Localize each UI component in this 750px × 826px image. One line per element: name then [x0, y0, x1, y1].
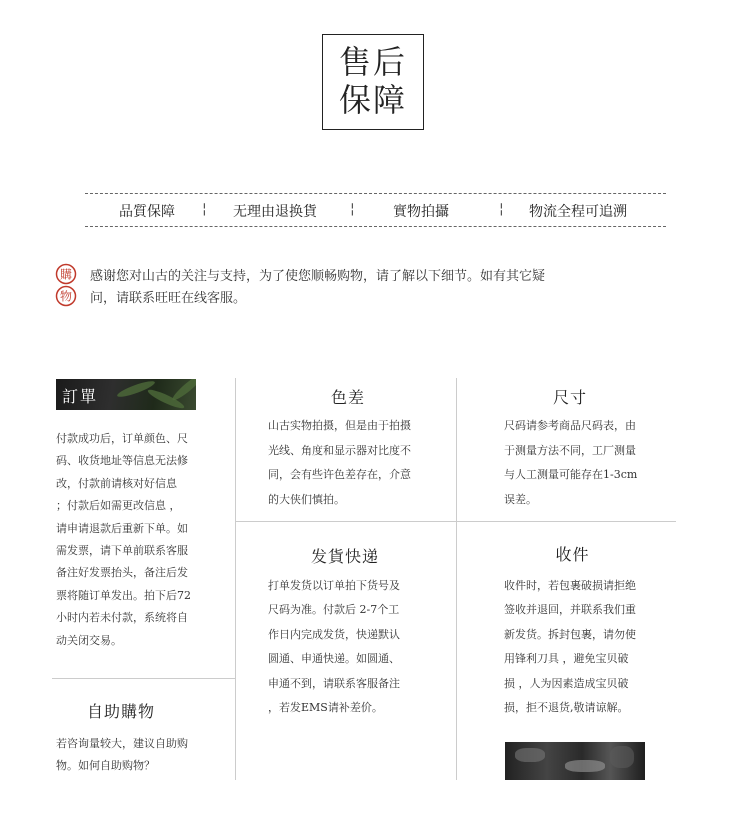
- svg-text:物: 物: [59, 289, 73, 304]
- receipt-text: [504, 574, 669, 720]
- color-diff-text: [268, 414, 448, 512]
- shipping-text: [268, 574, 448, 720]
- size-title: 尺寸: [552, 388, 587, 407]
- intro-line-2: 问，请联系旺旺在线客服。: [90, 291, 247, 306]
- receipt-line: 签收并退回，并联系我们重: [504, 603, 636, 617]
- color-diff-title: 色差: [330, 388, 365, 407]
- color-diff-line: 光线、角度和显示器对比度不: [268, 443, 411, 457]
- self-service-title: 自助購物: [86, 702, 155, 721]
- grid-vertical-left: [235, 378, 236, 780]
- color-diff-line: 同，会有些许色差存在，介意: [268, 468, 411, 481]
- shipping-line: 尺码为准。付款后 2-7个工: [268, 603, 400, 617]
- order-line: 请申请退款后重新下单。如: [56, 521, 188, 535]
- order-line: ；付款后如需更改信息 ，: [56, 499, 181, 513]
- receipt-line: 损，拒不退货,敬请谅解。: [504, 701, 629, 715]
- page-title-line-1: 售后: [338, 43, 407, 81]
- page-title: [322, 34, 424, 130]
- receipt-line: 用锋利刀具 ，避免宝贝破: [504, 652, 629, 666]
- shipping-title: 发貨快递: [310, 547, 379, 566]
- order-line: 需发票，请下单前联系客服: [56, 544, 188, 558]
- self-service-text: [56, 733, 226, 777]
- shipping-line: 圆通、申通快递。如圆通、: [268, 652, 400, 666]
- photo-detail: [610, 746, 634, 768]
- order-text: [56, 428, 226, 652]
- shipping-line: 打单发货以订单拍下货号及: [268, 579, 400, 592]
- svg-text:購: 購: [59, 267, 73, 282]
- page-title-line-2: 保障: [338, 81, 407, 119]
- receipt-title: 收件: [555, 545, 590, 564]
- size-line: 尺码请参考商品尺码表，由: [504, 419, 636, 432]
- size-line: 于测量方法不同，工厂测量: [504, 443, 636, 457]
- photo-detail: [565, 760, 605, 772]
- nav-top-rule: [85, 193, 666, 194]
- leaf-decoration: [170, 379, 196, 403]
- order-line: 票将随订单发出。拍下后72: [56, 588, 191, 602]
- receipt-line: 新发货。拆封包裹，请勿使: [504, 627, 636, 641]
- nav-item-real-photo: 實物拍攝: [393, 204, 449, 220]
- order-heading: 訂單: [62, 387, 99, 406]
- nav-separator: ¦: [350, 201, 355, 217]
- shipping-line: 作日内完成发货，快递默认: [268, 627, 400, 641]
- order-line: 改，付款前请核对好信息: [56, 476, 177, 490]
- order-heading-banner: [56, 379, 196, 410]
- color-diff-line: 的大侠们慎拍。: [268, 492, 345, 506]
- nav-item-logistics: 物流全程可追溯: [529, 204, 627, 220]
- receipt-line: 损 ，人为因素造成宝贝破: [504, 676, 629, 690]
- self-service-line: 若咨询量较大，建议自助购: [56, 737, 188, 750]
- nav-separator: ¦: [202, 201, 207, 217]
- grid-vertical-right: [456, 378, 457, 780]
- size-text: [504, 414, 669, 512]
- order-line: 付款成功后，订单颜色、尺: [56, 432, 188, 445]
- size-line: 与人工测量可能存在1-3cm: [504, 468, 638, 481]
- intro-text: [90, 266, 650, 310]
- nav-item-quality: 品質保障: [119, 204, 175, 220]
- order-line: 动关闭交易。: [56, 633, 122, 647]
- nav-item-return: 无理由退换貨: [233, 204, 317, 220]
- grid-horizontal-left: [52, 678, 235, 679]
- shipping-line: 申通不到，请联系客服备注: [268, 676, 400, 690]
- photo-detail: [515, 748, 545, 762]
- intro-line-1: 感谢您对山古的关注与支持，为了使您顺畅购物，请了解以下细节。如有其它疑: [90, 269, 546, 284]
- size-line: 误差。: [504, 492, 537, 506]
- package-photo: [505, 742, 645, 780]
- guarantee-nav-bar: [85, 193, 666, 227]
- self-service-line: 物。如何自助购物？: [56, 759, 155, 772]
- order-line: 码、收货地址等信息无法修: [56, 454, 188, 468]
- receipt-line: 收件时，若包裹破损请拒绝: [504, 579, 636, 592]
- nav-separator: ¦: [499, 201, 504, 217]
- grid-horizontal-middle: [236, 521, 676, 522]
- nav-bottom-rule: [85, 226, 666, 227]
- color-diff-line: 山古实物拍摄，但是由于拍摄: [268, 419, 411, 432]
- shopping-seal-icon: [55, 263, 77, 307]
- order-line: 备注好发票抬头，备注后发: [56, 566, 188, 580]
- shipping-line: ，若发EMS请补差价。: [268, 701, 383, 715]
- order-line: 小时内若未付款，系统将自: [56, 611, 188, 625]
